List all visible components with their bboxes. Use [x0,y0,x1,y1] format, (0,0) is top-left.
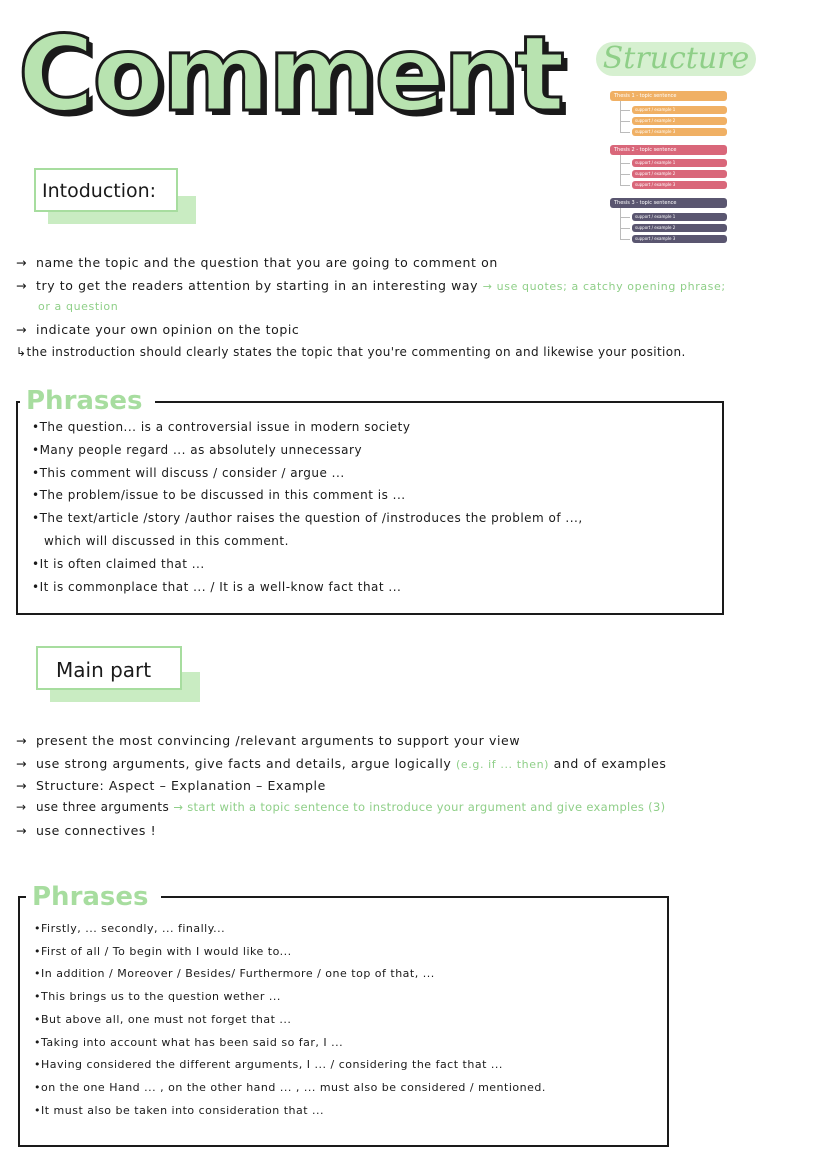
structure-title: Structure [596,42,756,76]
main-point-1: → present the most convincing /relevant arguments to support your view [16,733,521,748]
phrase-line: •But above all, one must not forget that ... [34,1013,292,1026]
main-point-3: → Structure: Aspect – Explanation – Example [16,778,326,793]
support-3-1: support / example 1 [632,213,727,221]
phrase-line: •This brings us to the question wether ... [34,990,281,1003]
phrases-title-main: Phrases [26,882,161,912]
main-point-5: → use connectives ! [16,823,157,838]
phrase-line: which will discussed in this comment. [44,534,289,548]
support-3-2: support / example 2 [632,224,727,232]
phrase-line: •In addition / Moreover / Besides/ Furthermore / one top of that, ... [34,967,435,980]
support-2-2: support / example 2 [632,170,727,178]
support-2-1: support / example 1 [632,159,727,167]
thesis-3: Thesis 3 - topic sentence [610,198,727,208]
phrase-line: •Having considered the different arguments, I ... / considering the fact that ... [34,1058,503,1071]
phrase-line: •Many people regard ... as absolutely unnecessary [32,443,363,457]
support-1-1: support / example 1 [632,106,727,114]
page-title: Comment [18,13,563,135]
intro-heading: Intoduction: [42,180,157,202]
phrase-line: •It is commonplace that ... / It is a well-know fact that ... [32,580,402,594]
phrase-line: •The question... is a controversial issue in modern society [32,420,411,434]
support-3-3: support / example 3 [632,235,727,243]
phrase-line: •on the one Hand ... , on the other hand ... , ... must also be considered / mentioned. [34,1081,546,1094]
intro-point-2: → try to get the readers attention by starting in an interesting way → use quotes; a catchy opening phrase; [16,278,726,293]
intro-point-2-cont: or a question [38,300,119,313]
phrase-line: •It must also be taken into consideration that ... [34,1104,325,1117]
phrase-line: •Firstly, ... secondly, ... finally... [34,922,226,935]
support-1-2: support / example 2 [632,117,727,125]
support-1-3: support / example 3 [632,128,727,136]
main-heading: Main part [56,658,152,682]
intro-point-3: → indicate your own opinion on the topic [16,322,300,337]
thesis-2: Thesis 2 - topic sentence [610,145,727,155]
phrase-line: •It is often claimed that ... [32,557,205,571]
phrase-line: •The text/article /story /author raises the question of /instroduces the problem of ..., [32,511,583,525]
support-2-3: support / example 3 [632,181,727,189]
thesis-1: Thesis 1 - topic sentence [610,91,727,101]
phrases-title-intro: Phrases [20,386,155,416]
phrase-line: •The problem/issue to be discussed in this comment is ... [32,488,406,502]
phrase-line: •This comment will discuss / consider / argue ... [32,466,345,480]
phrase-line: •Taking into account what has been said so far, I ... [34,1036,344,1049]
main-point-4: → use three arguments → start with a topic sentence to instroduce your argument and give examples (3) [16,800,666,814]
phrase-line: •First of all / To begin with I would like to... [34,945,292,958]
main-point-2: → use strong arguments, give facts and details, argue logically (e.g. if ... then) and of examples [16,756,667,771]
intro-point-1: → name the topic and the question that you are going to comment on [16,255,498,270]
intro-point-4: ↳the instroduction should clearly states the topic that you're commenting on and likewise your position. [16,345,686,359]
